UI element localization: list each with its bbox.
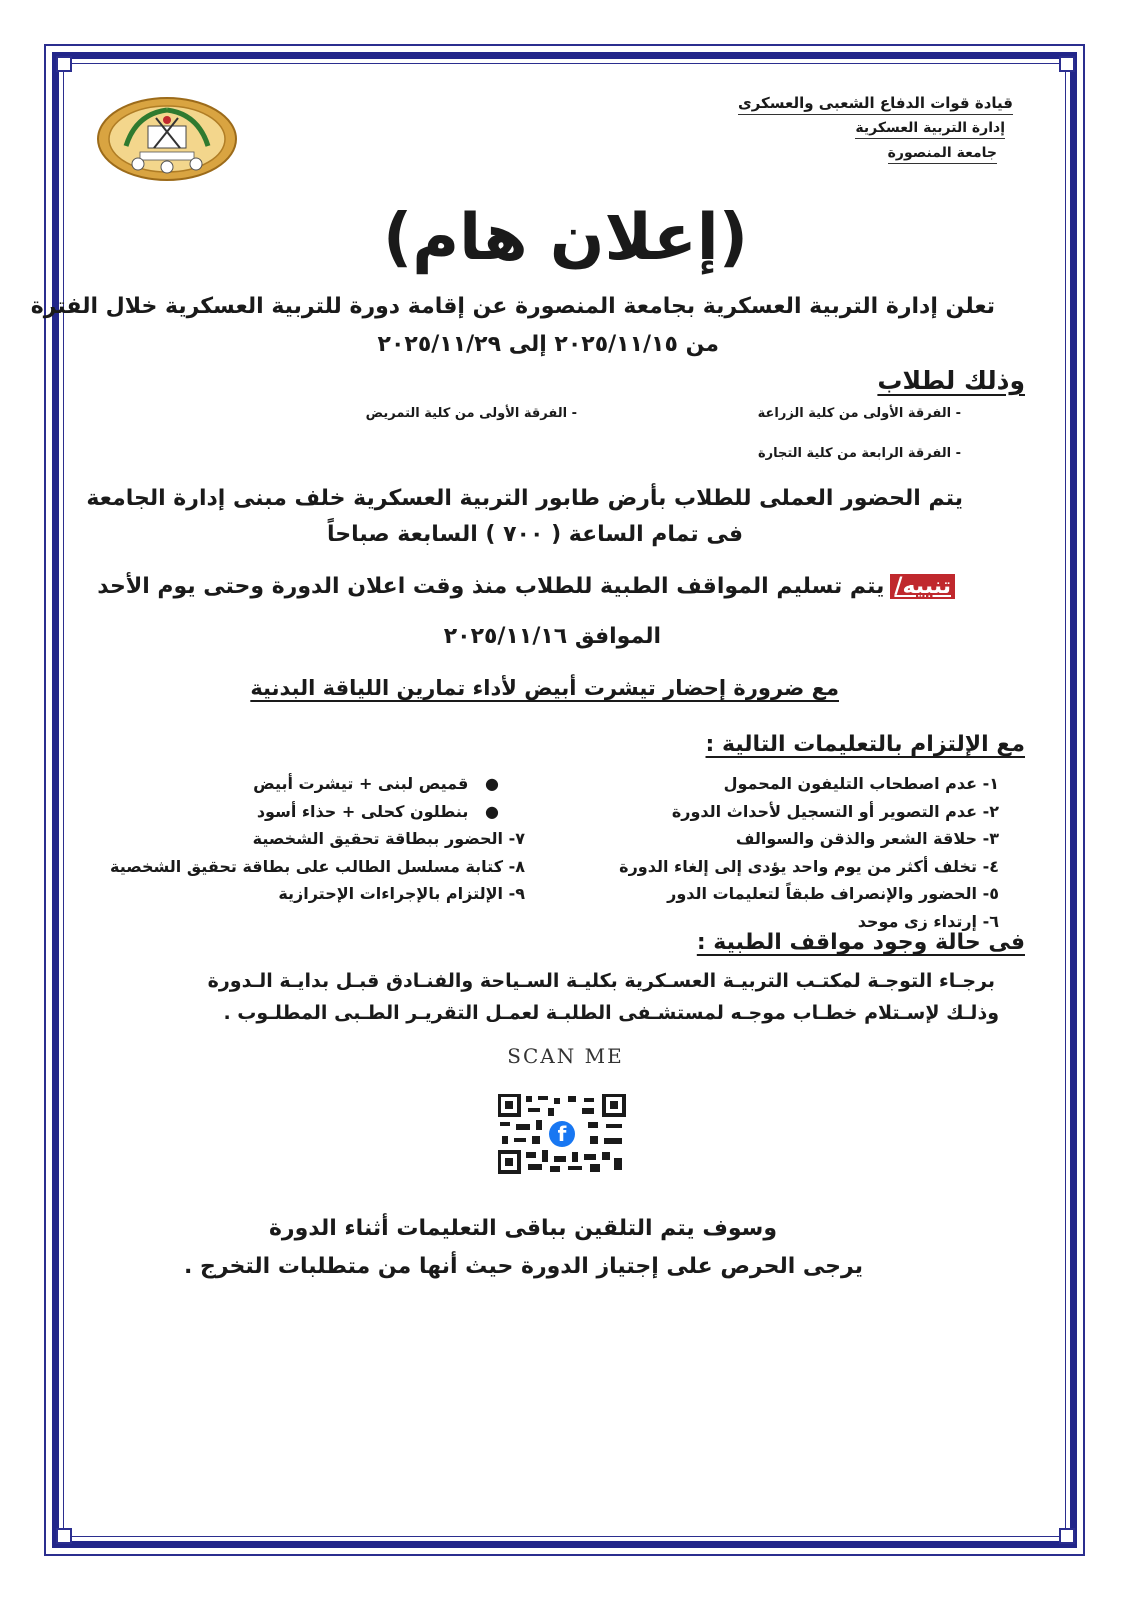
uniform-bullets — [253, 770, 499, 825]
border-corner — [56, 1528, 72, 1544]
notice-label: تنبيه/ — [890, 574, 955, 599]
uniform-item: ● بنطلون كحلى + حذاء أسود — [256, 801, 499, 821]
qr-code[interactable] — [498, 1094, 626, 1178]
header-line-2: إدارة التربية العسكرية — [855, 120, 1005, 139]
header-line-3: جامعة المنصورة — [888, 145, 997, 164]
instruction-item: ٦- إرتداء زى موحد — [857, 911, 999, 931]
instruction-item: ٤- تخلف أكثر من يوم واحد يؤدى إلى إلغاء الدورة — [619, 856, 999, 876]
svg-text:f: f — [557, 1122, 567, 1146]
scan-me-label: SCAN ME — [507, 1044, 624, 1068]
instructions-left-list — [110, 825, 525, 908]
instruction-item: ٨- كتابة مسلسل الطالب على بطاقة تحقيق الشخصية — [109, 856, 525, 876]
border-corner — [56, 56, 72, 72]
instruction-item: ٧- الحضور ببطاقة تحقيق الشخصية — [252, 829, 525, 848]
instructions-right-list — [619, 770, 999, 935]
notice-date: الموافق ٢٠٢٥/١١/١٦ — [443, 624, 661, 649]
intro-line-1: تعلن إدارة التربية العسكرية بجامعة المنصورة عن إقامة دورة للتربية العسكرية خلال الفترة — [30, 294, 995, 319]
instructions-heading: مع الإلتزام بالتعليمات التالية : — [705, 732, 1025, 757]
attendance-line-1: يتم الحضور العملى للطلاب بأرض طابور التربية العسكرية خلف مبنى إدارة الجامعة — [86, 486, 963, 511]
header-line-1: قيادة قوات الدفاع الشعبى والعسكرى — [738, 94, 1013, 115]
medical-line-2: وذلـك لإسـتلام خطـاب موجـه لمستشـفى الطلبـة لعمـل التقريـر الطـبى المطلـوب . — [223, 1002, 999, 1024]
instruction-item: ٩- الإلتزام بالإجراءات الإحترازية — [278, 884, 525, 903]
notice-line — [97, 574, 955, 599]
bullet-icon: ● — [468, 774, 499, 793]
intro-line-2: من ٢٠٢٥/١١/١٥ إلى ٢٠٢٥/١١/٢٩ — [377, 332, 719, 357]
tshirt-requirement: مع ضرورة إحضار تيشرت أبيض لأداء تمارين اللياقة البدنية — [250, 676, 839, 700]
military-education-logo — [96, 96, 238, 186]
notice-text: يتم تسليم المواقف الطبية للطلاب منذ وقت اعلان الدورة وحتى يوم الأحد — [97, 574, 885, 599]
students-heading: وذلك لطلاب — [877, 366, 1025, 395]
instruction-item: ٣- حلاقة الشعر والذقن والسوالف — [735, 829, 999, 848]
bullet-icon: ● — [468, 801, 499, 821]
border-corner — [1059, 56, 1075, 72]
student-group-1: - الفرقة الأولى من كلية الزراعة — [757, 406, 961, 421]
footer-line-2: يرجى الحرص على إجتياز الدورة حيث أنها من متطلبات التخرج . — [183, 1254, 863, 1279]
student-group-3: - الفرقة الرابعة من كلية التجارة — [757, 446, 961, 461]
attendance-line-2: فى تمام الساعة ( ٧٠٠ ) السابعة صباحاً — [327, 522, 743, 547]
student-group-2: - الفرقة الأولى من كلية التمريض — [365, 406, 577, 421]
page-title: (إعلان هام) — [383, 201, 748, 275]
uniform-item: ● قميص لبنى + تيشرت أبيض — [253, 774, 499, 793]
medical-line-1: برجـاء التوجـة لمكتـب التربيـة العسـكرية بكليـة السـياحة والفنـادق قبـل بدايـة الـدورة — [207, 970, 995, 992]
instruction-item: ١- عدم اصطحاب التليفون المحمول — [723, 774, 999, 793]
border-corner — [1059, 1528, 1075, 1544]
medical-heading: فى حالة وجود مواقف الطبية : — [696, 930, 1025, 955]
footer-line-1: وسوف يتم التلقين بباقى التعليمات أثناء الدورة — [268, 1216, 777, 1241]
instruction-item: ٢- عدم التصوير أو التسجيل لأحداث الدورة — [671, 801, 999, 821]
instruction-item: ٥- الحضور والإنصراف طبقاً لتعليمات الدور — [667, 884, 999, 903]
